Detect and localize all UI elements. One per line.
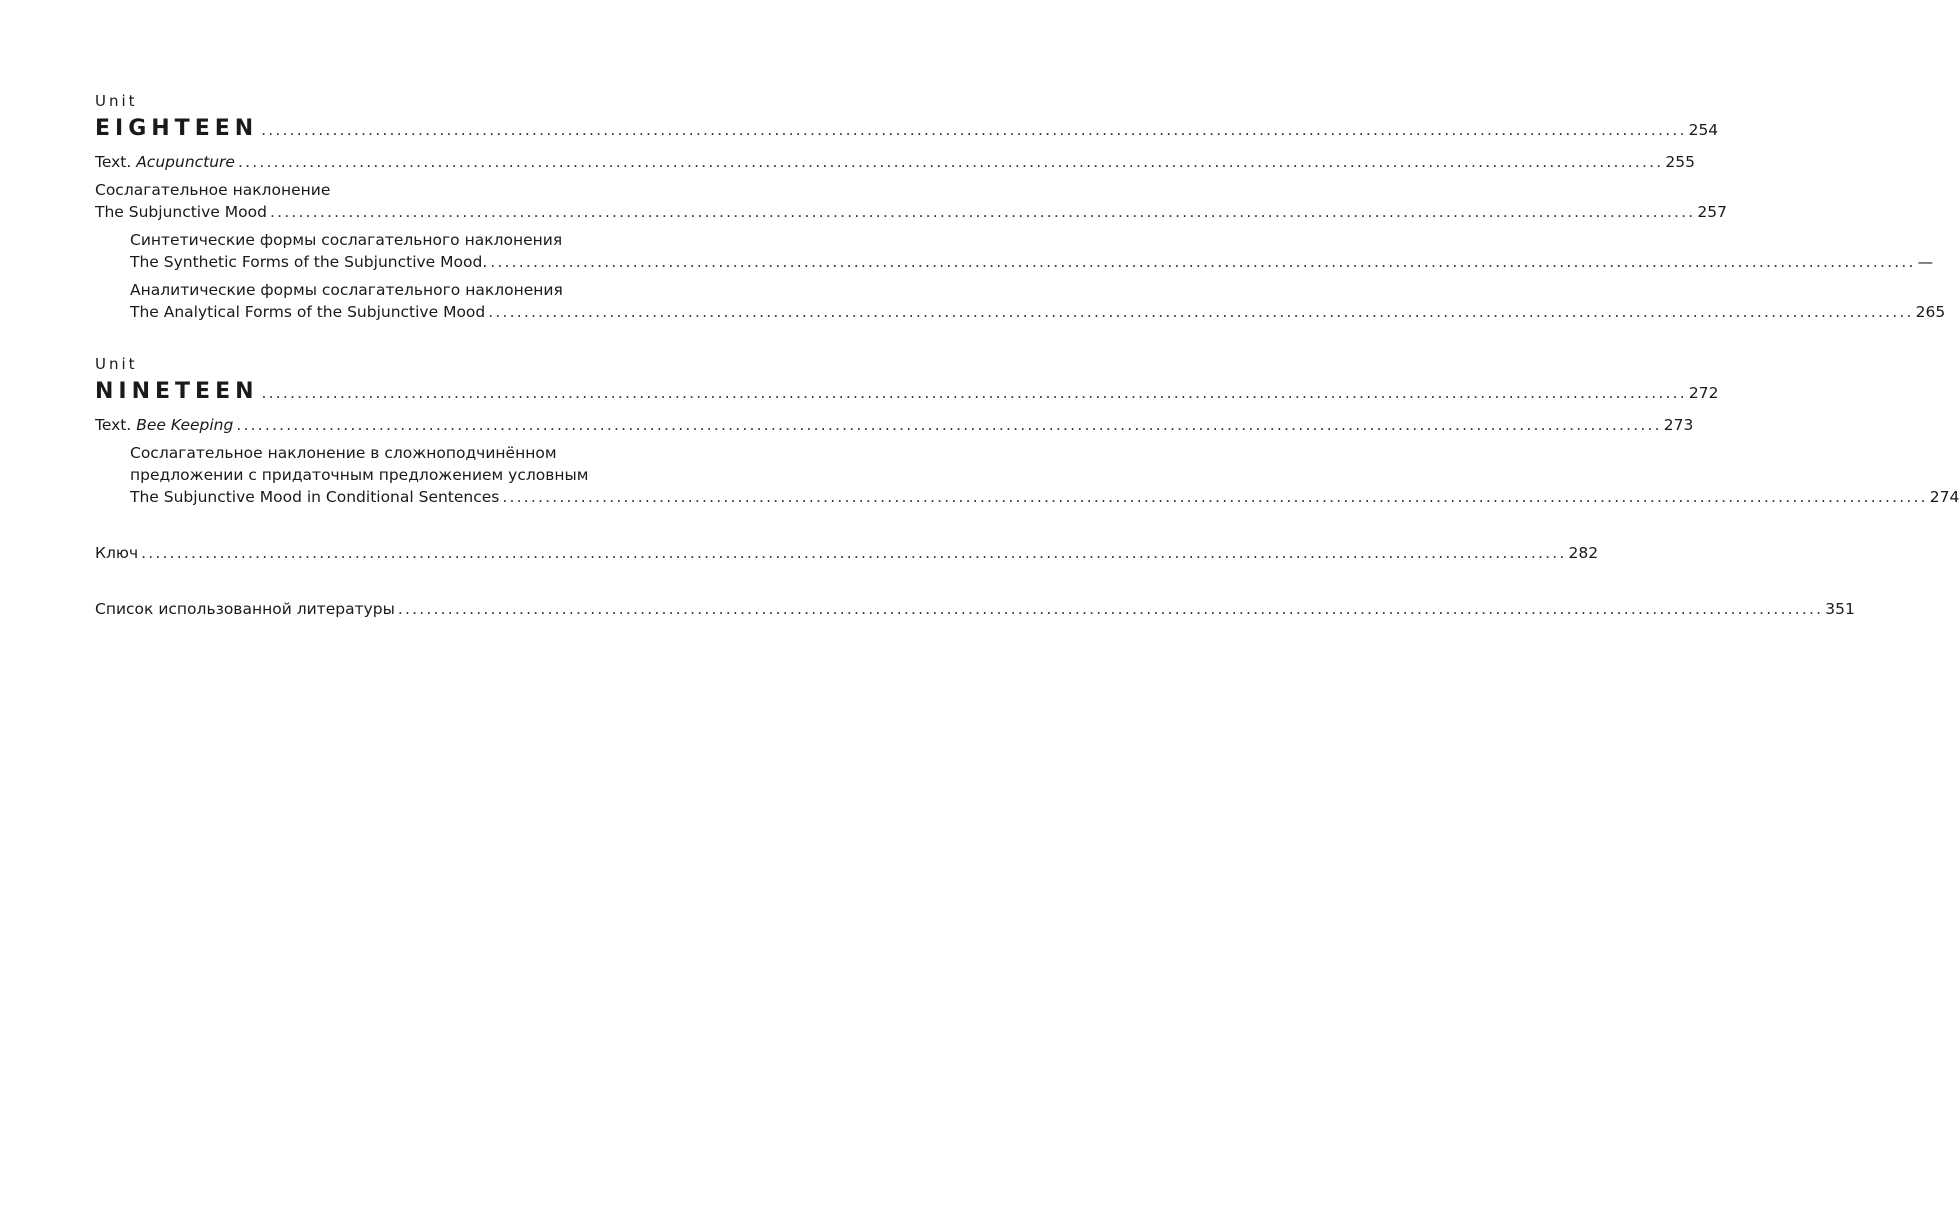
page-number: 272 — [1688, 384, 1719, 402]
entry-title-en: The Subjunctive Mood — [95, 203, 267, 221]
unit-title: NINETEEN — [95, 379, 259, 404]
entry-title: Bee Keeping — [136, 416, 234, 434]
dot-leader: ........................................................................................................................................................................................................ — [261, 121, 1687, 139]
dot-leader: ........................................................................................................................................................................................................ — [141, 544, 1567, 562]
dot-leader: ........................................................................................................................................................................................................ — [261, 384, 1687, 402]
toc-entry-analytical-forms[interactable] — [95, 279, 1946, 323]
page-number: 257 — [1697, 203, 1727, 221]
toc-entry-text-acupuncture[interactable] — [95, 151, 1695, 173]
entry-title: Acupuncture — [136, 153, 235, 171]
dot-leader: ........................................................................................................................................................................................................ — [502, 488, 1928, 506]
spacer — [95, 508, 730, 542]
entry-title-en: The Analytical Forms of the Subjunctive Mood — [130, 303, 486, 321]
entry-title-ru-line-1: Сослагательное наклонение в сложноподчинённом — [130, 444, 557, 462]
spacer — [95, 564, 730, 598]
entry-title-ru: Сослагательное наклонение — [95, 181, 331, 199]
spacer — [95, 323, 730, 351]
entry-title-en: The Synthetic Forms of the Subjunctive Mood. — [130, 253, 488, 271]
page-number: 351 — [1825, 600, 1855, 618]
entry-title-ru: Синтетические формы сослагательного наклонения — [130, 231, 563, 249]
entry-prefix: Text. — [95, 416, 137, 434]
unit-title-line[interactable] — [95, 377, 1719, 408]
dot-leader: ........................................................................................................................................................................................................ — [490, 253, 1916, 271]
page-number: 282 — [1568, 544, 1599, 562]
dot-leader: ........................................................................................................................................................................................................ — [488, 303, 1914, 321]
table-of-contents — [95, 88, 1959, 620]
toc-entry-references[interactable] — [95, 598, 1855, 620]
dot-leader: ........................................................................................................................................................................................................ — [237, 153, 1664, 171]
entry-prefix: Text. — [95, 153, 137, 171]
unit-label: Unit — [95, 355, 138, 373]
page-number: 265 — [1915, 303, 1946, 321]
dot-leader: ........................................................................................................................................................................................................ — [397, 600, 1824, 618]
entry-label — [95, 414, 233, 436]
entry-title-en: The Subjunctive Mood in Conditional Sentences — [130, 488, 500, 506]
toc-entry-conditional-sentences[interactable] — [95, 442, 1959, 508]
unit-section-eighteen — [95, 88, 1946, 323]
entry-title-ru: Аналитические формы сослагательного наклонения — [130, 281, 563, 299]
page-number: — — [1917, 253, 1934, 271]
toc-entry-key[interactable] — [95, 542, 1599, 564]
toc-entry-synthetic-forms[interactable] — [95, 229, 1934, 273]
page-number: 254 — [1688, 121, 1719, 139]
dot-leader: ........................................................................................................................................................................................................ — [236, 416, 1662, 434]
entry-title: Список использованной литературы — [95, 600, 395, 618]
entry-title: Ключ — [95, 544, 139, 562]
page-number: 255 — [1665, 153, 1695, 171]
toc-entry-text-bee-keeping[interactable] — [95, 414, 1694, 436]
unit-label: Unit — [95, 92, 138, 110]
page-number: 274 — [1929, 488, 1959, 506]
entry-label — [95, 151, 235, 173]
entry-title-ru-line-2: предложении с придаточным предложением условным — [130, 466, 589, 484]
dot-leader: ........................................................................................................................................................................................................ — [269, 203, 1696, 221]
page-number: 273 — [1663, 416, 1694, 434]
unit-title: EIGHTEEN — [95, 116, 259, 141]
unit-section-nineteen — [95, 351, 1959, 508]
toc-entry-subjunctive-mood[interactable] — [95, 179, 1727, 223]
unit-title-line[interactable] — [95, 114, 1719, 145]
